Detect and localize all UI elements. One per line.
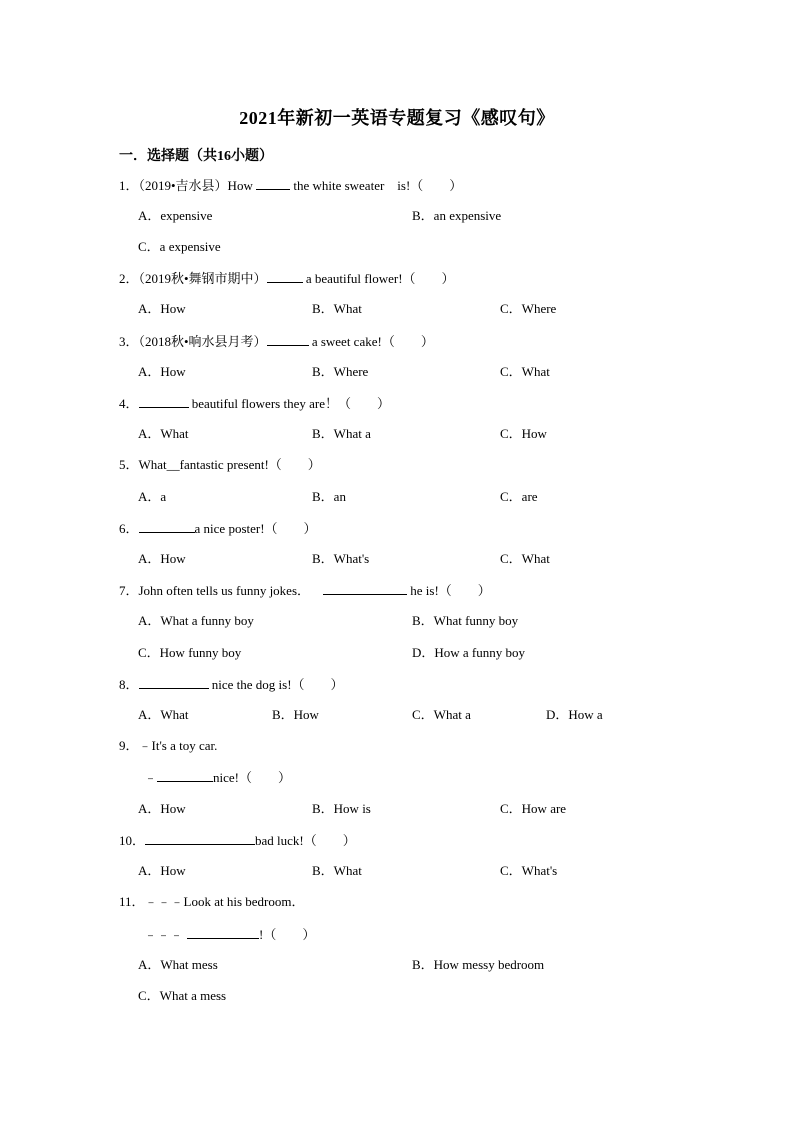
option-b: B．What — [312, 301, 362, 316]
question-2: 2．（2019秋•舞钢市期中） a beautiful flower!（ ） — [119, 271, 455, 286]
answer-blank — [323, 582, 407, 595]
option-b: B．What a — [312, 426, 371, 441]
question-11-line-2: ﹣﹣﹣ !（ ） — [144, 927, 316, 942]
option-b: B．What's — [312, 551, 370, 566]
option-a: A．How — [138, 551, 186, 566]
option-c: C．How — [500, 426, 547, 441]
answer-blank — [267, 270, 303, 283]
option-a: A．What mess — [138, 957, 218, 972]
option-c: C．How funny boy — [138, 645, 242, 660]
option-c: C．are — [500, 489, 538, 504]
option-a: A．What a funny boy — [138, 613, 254, 628]
option-b: B．How is — [312, 801, 371, 816]
question-8: 8． nice the dog is!（ ） — [119, 677, 344, 692]
option-a: A．expensive — [138, 208, 213, 223]
page-title: 2021年新初一英语专题复习《感叹句》 — [239, 108, 555, 128]
question-10: 10． bad luck!（ ） — [119, 833, 356, 848]
option-c: C．What a mess — [138, 988, 227, 1003]
question-4: 4． beautiful flowers they are！（ ） — [119, 396, 390, 411]
answer-blank — [187, 926, 259, 939]
option-a: A．How — [138, 863, 186, 878]
option-b: B．How — [272, 707, 319, 722]
question-9-line-2: ﹣ nice!（ ） — [144, 770, 291, 785]
option-b: B．How messy bedroom — [412, 957, 545, 972]
option-b: B．an expensive — [412, 208, 502, 223]
option-a: A．How — [138, 364, 186, 379]
option-c: C．Where — [500, 301, 557, 316]
section-heading: 一．选择题（共16小题） — [119, 149, 273, 164]
option-d: D．How a funny boy — [412, 645, 526, 660]
option-a: A．a — [138, 489, 167, 504]
option-c: C．What — [500, 364, 550, 379]
answer-blank — [256, 177, 290, 190]
option-b: B．an — [312, 489, 346, 504]
answer-blank — [157, 769, 213, 782]
answer-blank — [267, 333, 309, 346]
question-9: 9．﹣It's a toy car. — [119, 738, 218, 753]
question-11: 11．﹣﹣﹣Look at his bedroom． — [119, 894, 305, 909]
question-7: 7．John often tells us funny jokes． he is!（ ） — [119, 583, 491, 598]
option-c: C．How are — [500, 801, 567, 816]
answer-blank — [145, 832, 255, 845]
answer-blank — [139, 676, 209, 689]
option-b: B．Where — [312, 364, 369, 379]
option-a: A．How — [138, 301, 186, 316]
option-a: A．How — [138, 801, 186, 816]
question-5: 5．What__fantastic present!（ ） — [119, 457, 321, 472]
option-b: B．What — [312, 863, 362, 878]
option-c: C．a expensive — [138, 239, 221, 254]
option-a: A．What — [138, 426, 189, 441]
option-b: B．What funny boy — [412, 613, 519, 628]
question-6: 6． a nice poster!（ ） — [119, 521, 317, 536]
option-c: C．What's — [500, 863, 558, 878]
option-c: C．What a — [412, 707, 471, 722]
option-c: C．What — [500, 551, 550, 566]
question-3: 3．（2018秋•响水县月考） a sweet cake!（ ） — [119, 334, 434, 349]
question-1: 1．（2019•吉水县）How the white sweater is!（ ） — [119, 178, 463, 193]
answer-blank — [139, 520, 195, 533]
option-d: D．How a — [546, 707, 603, 722]
option-a: A．What — [138, 707, 189, 722]
answer-blank — [139, 395, 189, 408]
